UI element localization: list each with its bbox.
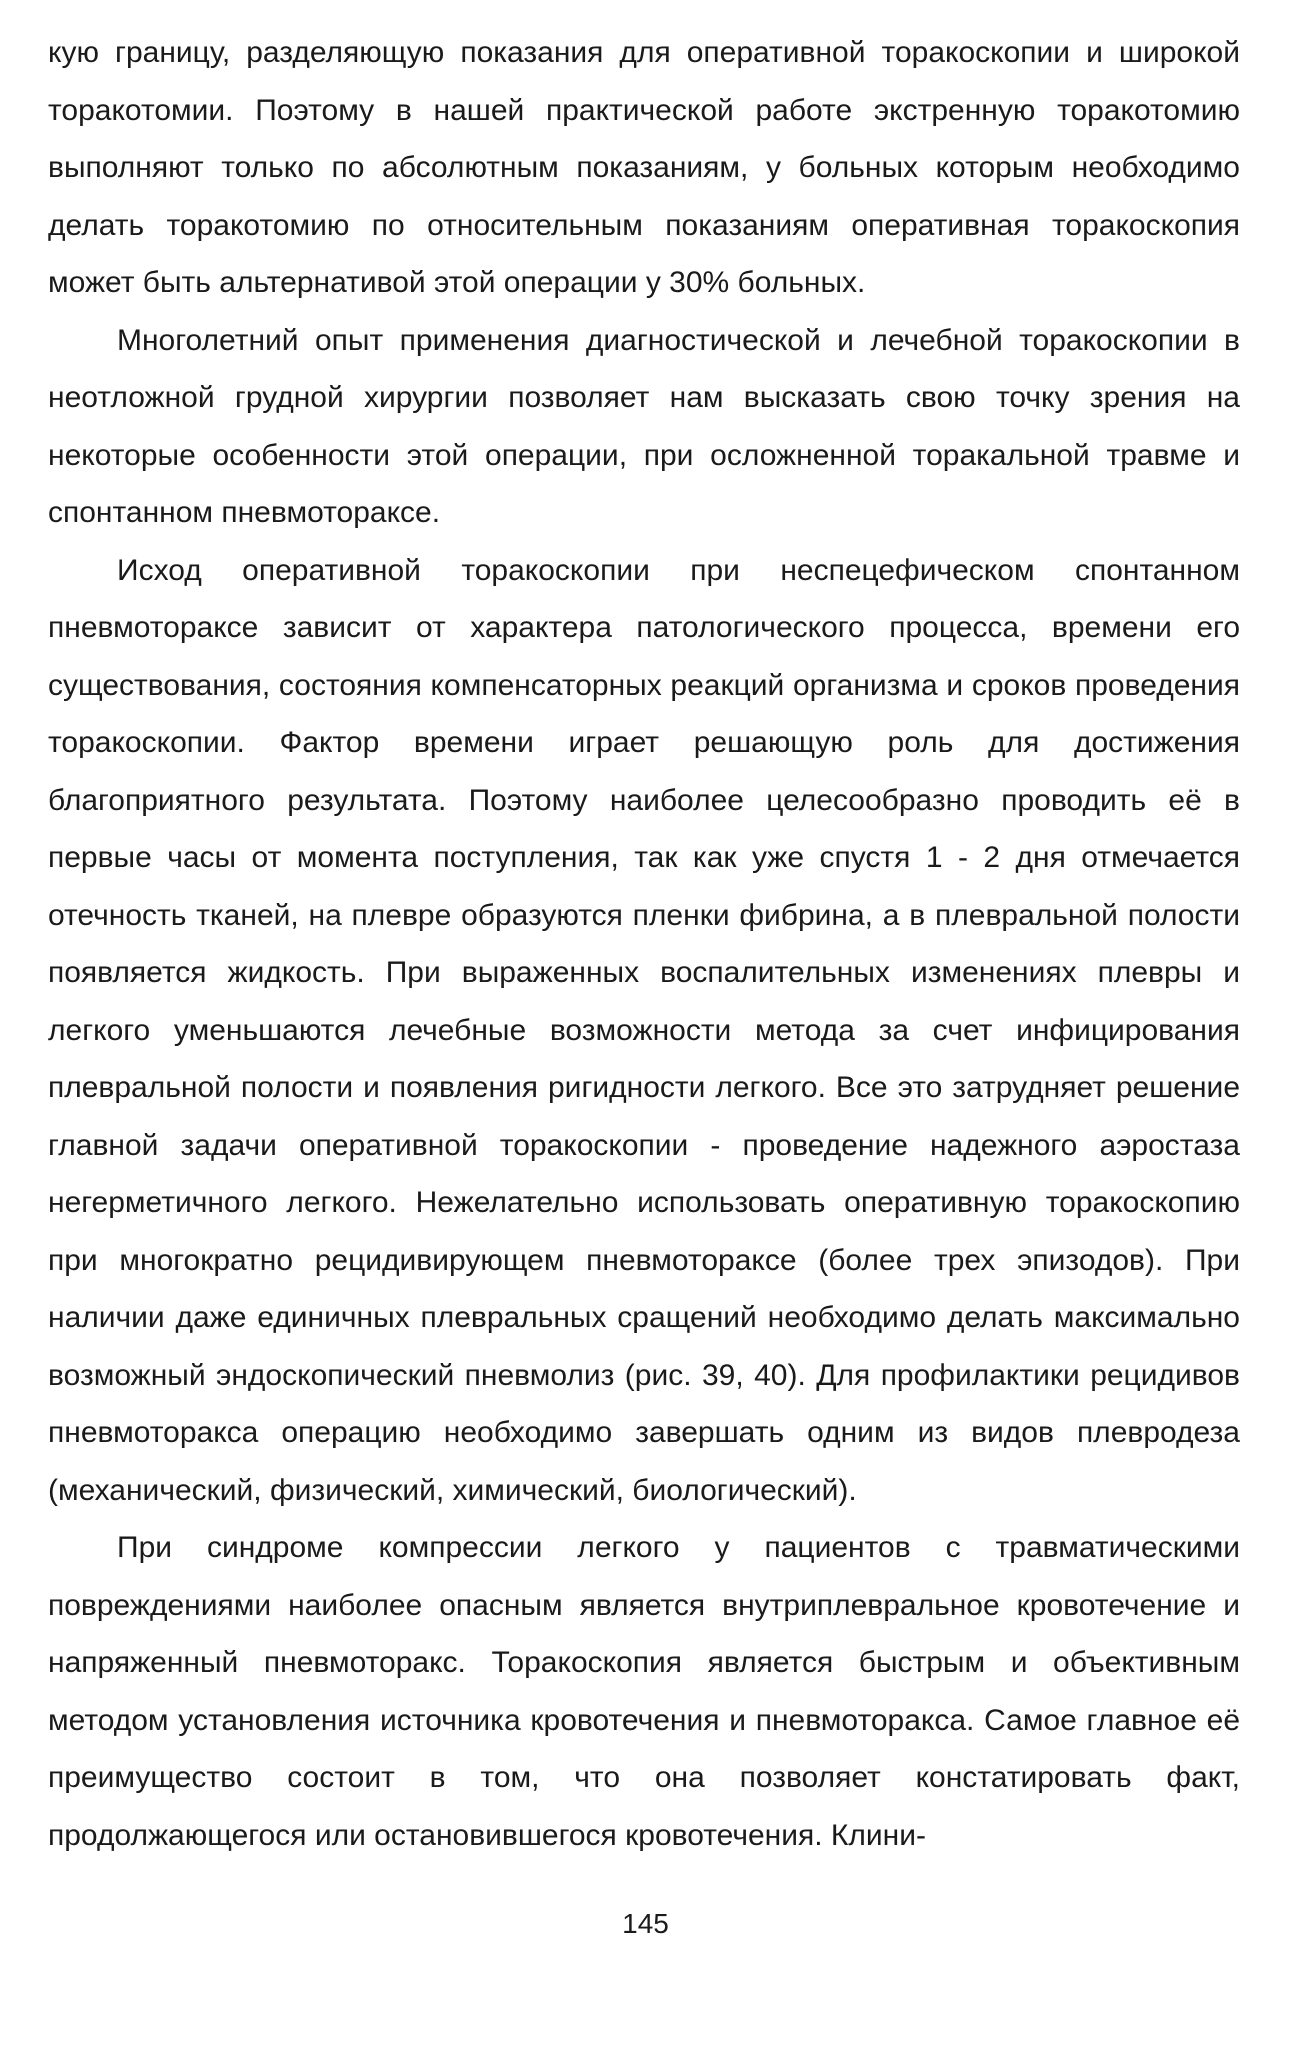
- paragraph-pneumothorax-outcome: Исход оперативной торакоскопии при неспецефическом спонтанном пневмотораксе зависит от характера патологического процесса, времени его существования, состояния компенсаторных реакций организма и сроков проведения торакоскопии. Фактор времени играет решающую роль для достижения благоприятного результата. Поэтому наиболее целесообразно проводить её в первые часы от момента поступления, так как уже спустя 1 - 2 дня отмечается отечность тканей, на плевре образуются пленки фибрина, а в плевральной полости появляется жидкость. При выраженных воспалительных изменениях плевры и легкого уменьшаются лечебные возможности метода за счет инфицирования плевральной полости и появления ригидности легкого. Все это затрудняет решение главной задачи оперативной торакоскопии - проведение надежного аэростаза негерметичного легкого. Нежелательно использовать оперативную торакоскопию при многократно рецидивирующем пневмотораксе (более трех эпизодов). При наличии даже единичных плевральных сращений необходимо делать максимально возможный эндоскопический пневмолиз (рис. 39, 40). Для профилактики рецидивов пневмоторакса операцию необходимо завершать одним из видов плевродеза (механический, физический, химический, биологический).: [48, 553, 1240, 1507]
- body-text: [48, 24, 1240, 1864]
- paragraph-continuation: кую границу, разделяющую показания для оперативной торакоскопии и широкой торакотомии. Поэтому в нашей практической работе экстренную торакотомию выполняют только по абсолютным показаниям, у больных которым необходимо делать торакотомию по относительным показаниям оперативная торакоскопия может быть альтернативой этой операции у 30% больных.: [48, 36, 1240, 299]
- paragraph-experience: Многолетний опыт применения диагностической и лечебной торакоскопии в неотложной грудной хирургии позволяет нам высказать свою точку зрения на некоторые особенности этой операции, при осложненной торакальной травме и спонтанном пневмотораксе.: [48, 323, 1240, 529]
- paragraph-lung-compression: При синдроме компрессии легкого у пациентов с травматическими повреждениями наиболее опасным является внутриплевральное кровотечение и напряженный пневмоторакс. Торакоскопия является быстрым и объективным методом установления источника кровотечения и пневмоторакса. Самое главное её преимущество состоит в том, что она позволяет констатировать факт, продолжающегося или остановившегося кровотечения. Клини-: [48, 1531, 1240, 1852]
- page-number: 145: [622, 1908, 669, 1939]
